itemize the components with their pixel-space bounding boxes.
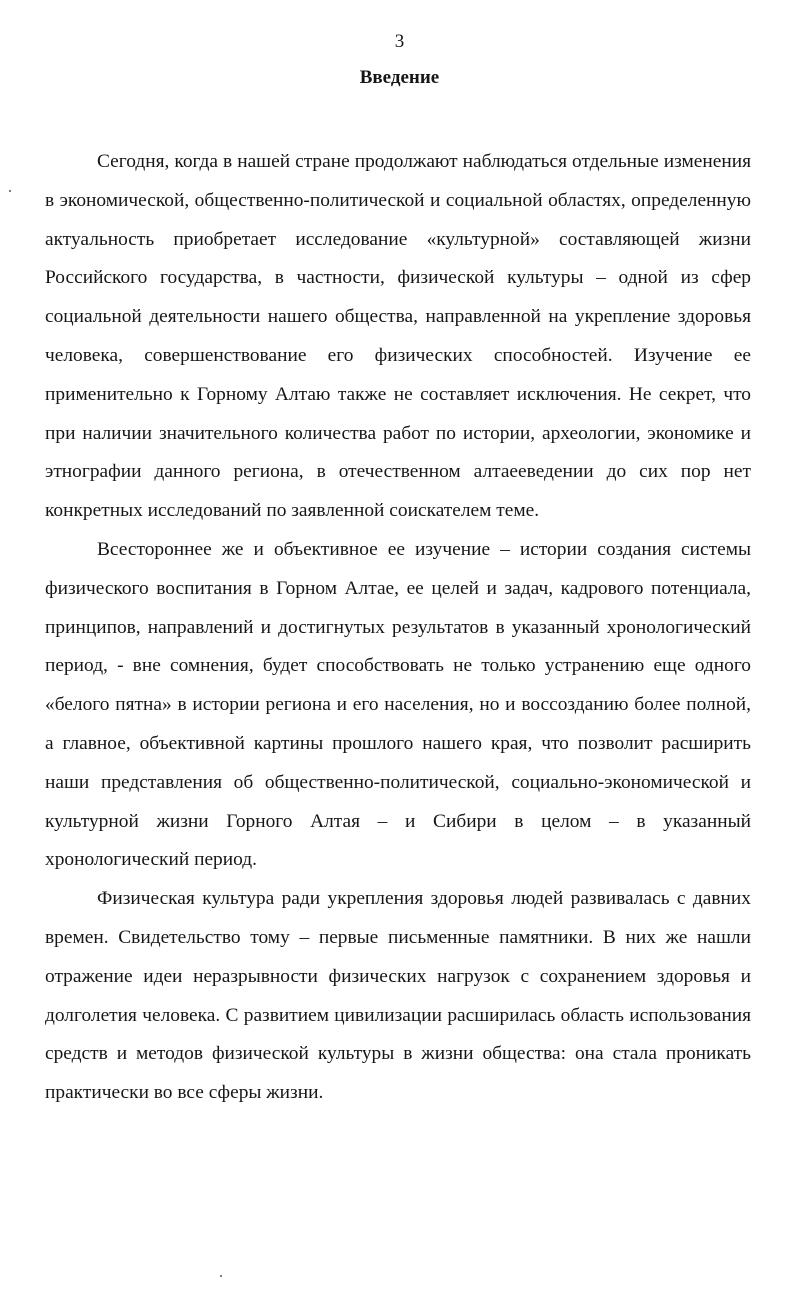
body-text [45,143,751,1113]
paragraph-3: Физическая культура ради укрепления здоровья людей развивалась с давних времен. Свидетельство тому – первые письменные памятники. В них же нашли отражение идеи неразрывности физических нагрузок с сохранением здоровья и долголетия человека. С развитием цивилизации расширилась область использования средств и методов физической культуры в жизни общества: она стала проникать практически во все сферы жизни. [45,888,751,1104]
scan-speck [220,1275,222,1277]
paragraph-2: Всестороннее же и объективное ее изучение – истории создания системы физического воспитания в Горном Алтае, ее целей и задач, кадрового потенциала, принципов, направлений и достигнутых результатов в указанный хронологический период, - вне сомнения, будет способствовать не только устранению еще одного «белого пятна» в истории региона и его населения, но и воссозданию более полной, а главное, объективной картины прошлого нашего края, что позволит расширить наши представления об общественно-политической, социально-экономической и культурной жизни Горного Алтая – и Сибири в целом – в указанный хронологический период. [45,538,751,871]
paragraph-1: Сегодня, когда в нашей стране продолжают наблюдаться отдельные изменения в экономической, общественно-политической и социальной областях, определенную актуальность приобретает исследование «культурной» составляющей жизни Российского государства, в частности, физической культуры – одной из сфер социальной деятельности нашего общества, направленной на укрепление здоровья человека, совершенствование его физических способностей. Изучение ее применительно к Горному Алтаю также не составляет исключения. Не секрет, что при наличии значительного количества работ по истории, археологии, экономике и этнографии данного региона, в отечественном алтаееведении до сих пор нет конкретных исследований по заявленной соискателем теме. [45,151,751,522]
section-heading: Введение [359,67,440,88]
page-number: 3 [394,31,405,52]
scan-speck [9,190,11,192]
